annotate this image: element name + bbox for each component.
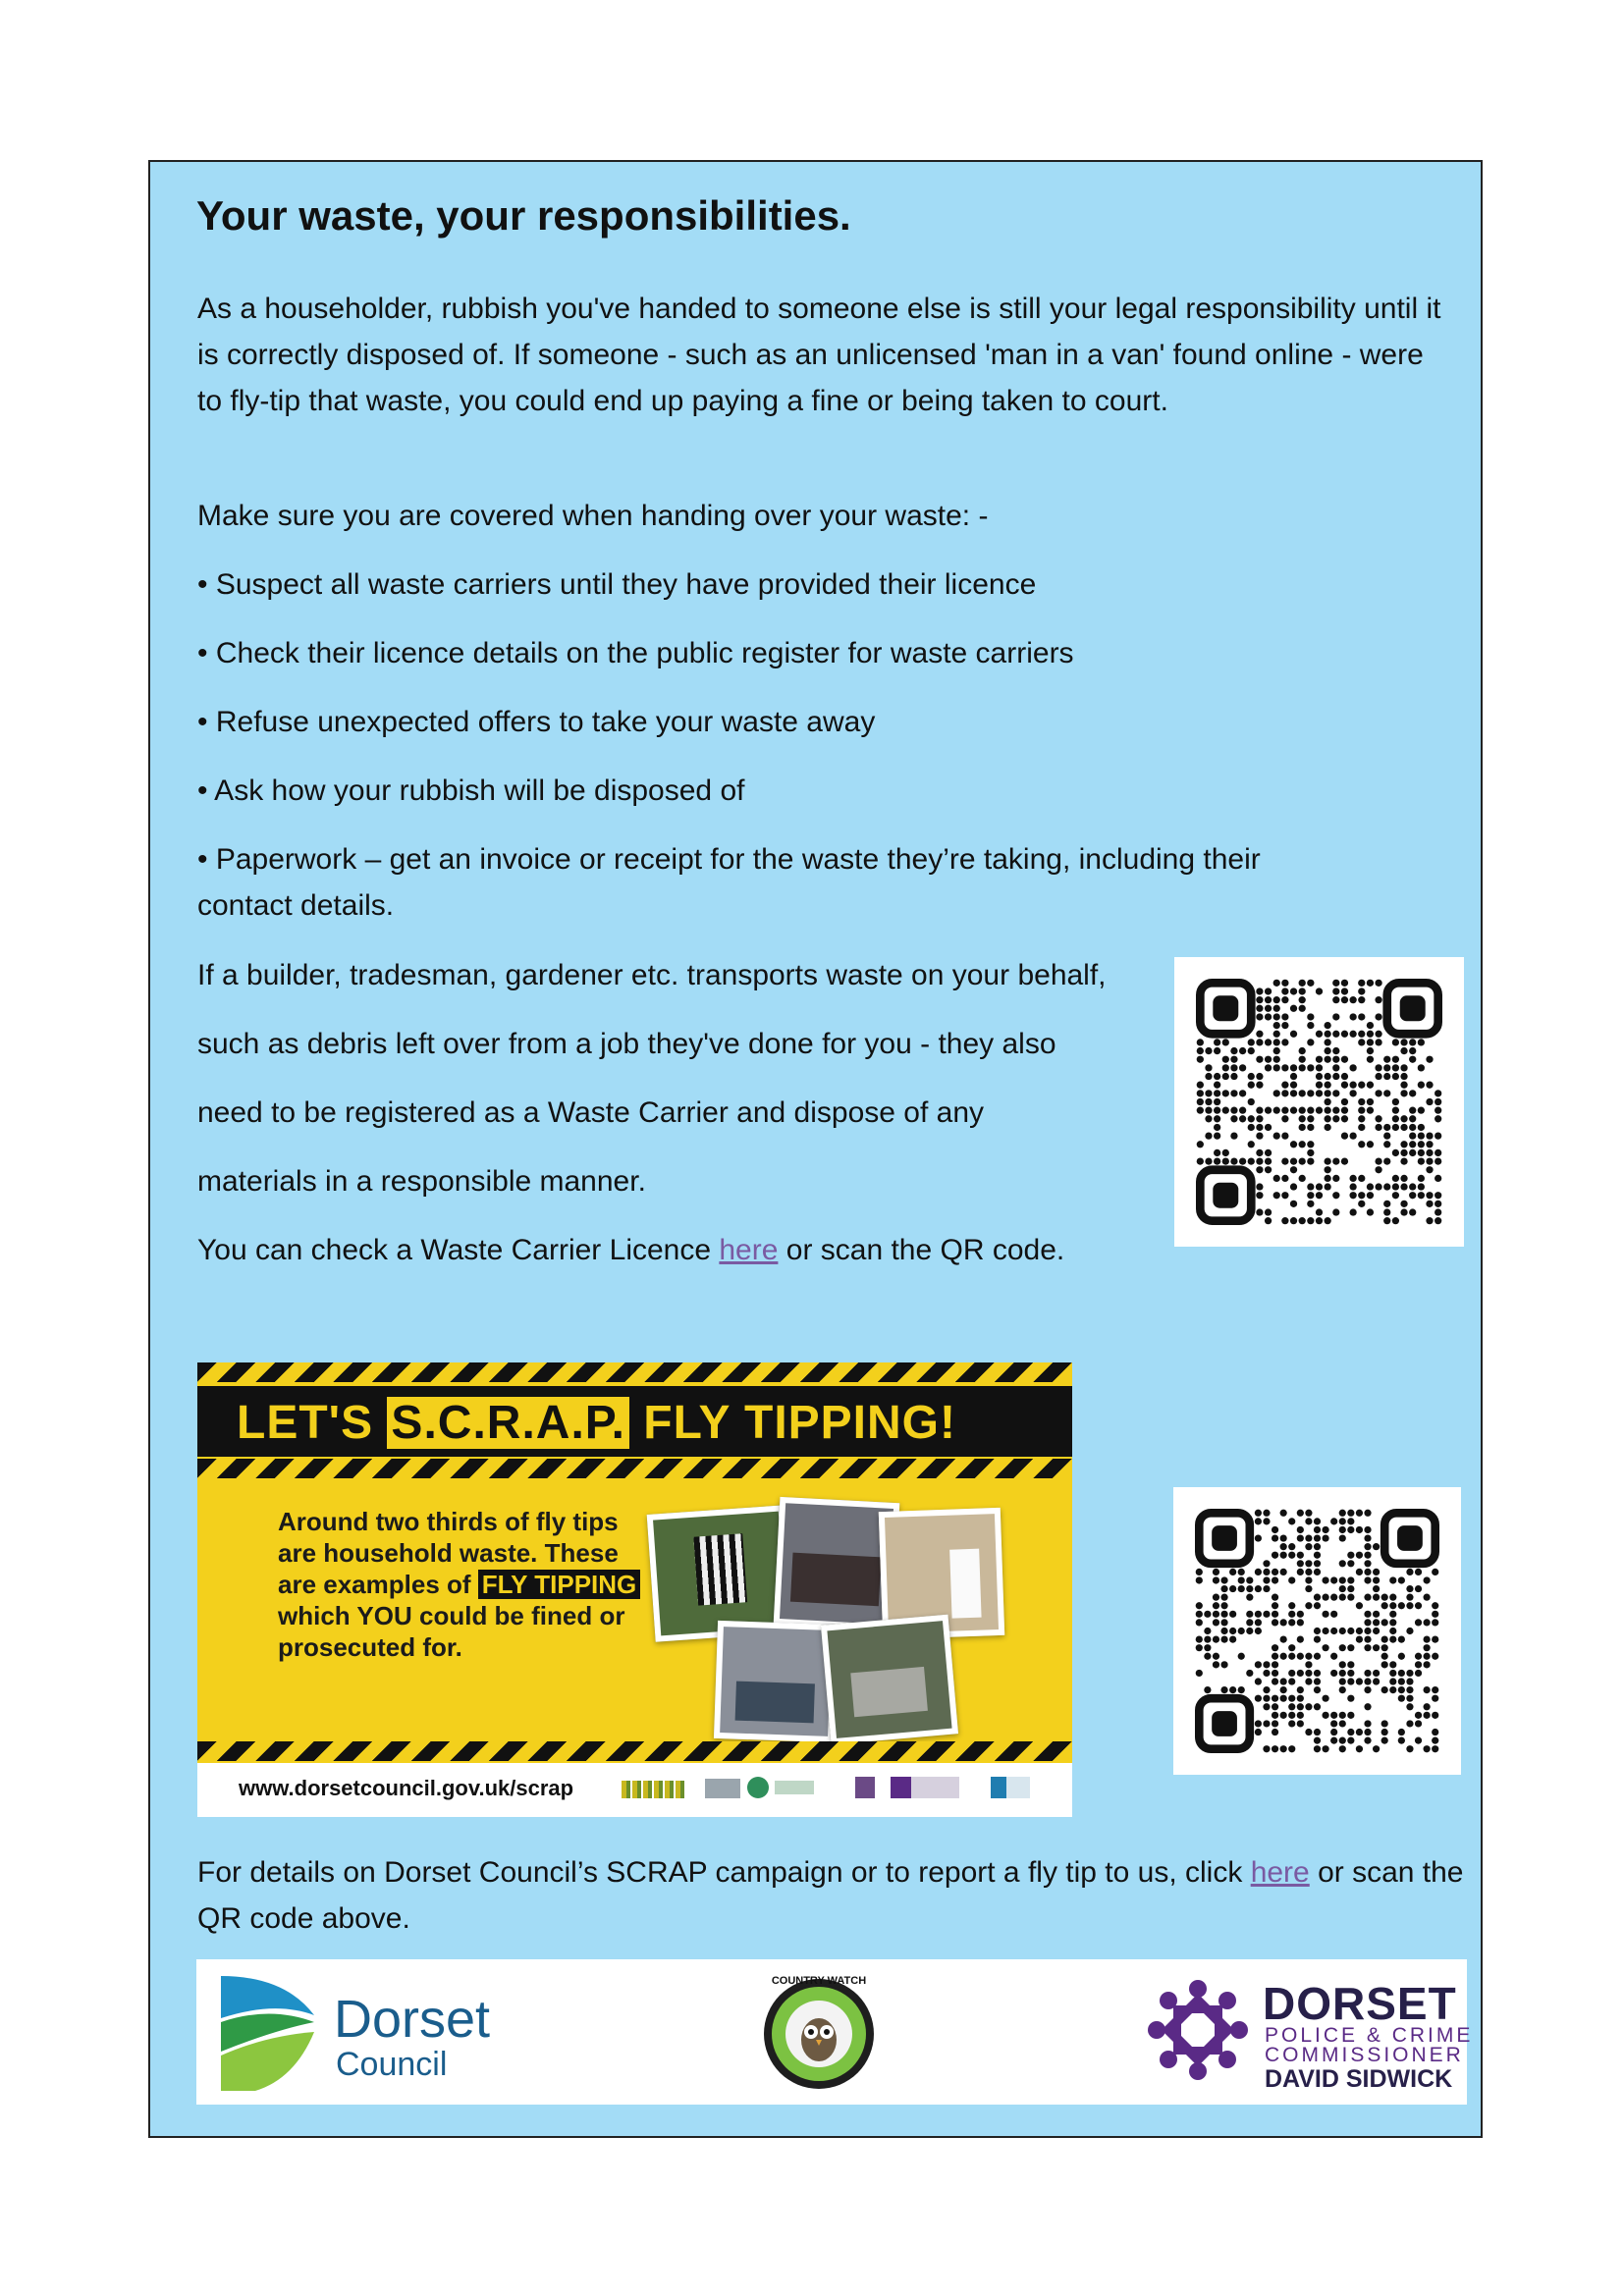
page-title: Your waste, your responsibilities. — [196, 192, 851, 239]
builder-line: If a builder, tradesman, gardener etc. transports waste on your behalf, — [197, 959, 1107, 991]
scrap-details-paragraph: For details on Dorset Council’s SCRAP campaign or to report a fly tip to us, click here or scan the QR code above. — [197, 1856, 1464, 1935]
licence-qr-code[interactable] — [1174, 957, 1464, 1247]
builder-line: need to be registered as a Waste Carrier and dispose of any — [197, 1096, 985, 1129]
pcc-logo — [1147, 1978, 1474, 2093]
dorset-council-emblem-icon — [216, 1971, 319, 2095]
dorset-council-logo — [216, 1971, 491, 2100]
builder-line: such as debris left over from a job they've done for you - they also — [197, 1028, 1056, 1060]
banner-footer — [197, 1763, 1072, 1817]
bullet-item: • Check their licence details on the public register for waste carriers — [197, 637, 1074, 669]
partner-logo — [855, 1777, 875, 1798]
dorset-council-subname: Council — [336, 2046, 448, 2083]
logo-strip — [196, 1959, 1474, 2105]
hazard-stripe — [197, 1459, 1072, 1478]
partner-logo — [775, 1781, 814, 1794]
fly-tip-photo — [714, 1621, 838, 1742]
waste-carrier-licence-link[interactable]: here — [719, 1234, 779, 1266]
partner-logo — [747, 1777, 769, 1798]
scrap-campaign-banner — [197, 1362, 1072, 1817]
builder-line: materials in a responsible manner. — [197, 1165, 646, 1198]
qr-code-icon — [1173, 1487, 1461, 1775]
bullet-item: • Ask how your rubbish will be disposed of — [197, 774, 745, 807]
banner-url: www.dorsetcouncil.gov.uk/scrap — [239, 1776, 574, 1800]
partner-logo — [991, 1777, 1030, 1798]
fly-tip-photo — [821, 1615, 958, 1745]
bullet-item: • Paperwork – get an invoice or receipt for the waste they’re taking, including their contact details. — [197, 843, 1261, 922]
country-watch-logo — [762, 1977, 876, 2091]
licence-check-line: You can check a Waste Carrier Licence here or scan the QR code. — [197, 1234, 1065, 1266]
scrap-campaign-link[interactable]: here — [1250, 1856, 1310, 1889]
owl-badge-icon — [762, 1977, 876, 2091]
pcc-subtitle: POLICE & CRIME — [1265, 2024, 1474, 2047]
qr-code-icon — [1174, 957, 1464, 1247]
hazard-stripe — [197, 1741, 1072, 1761]
intro-paragraph: As a householder, rubbish you've handed to someone else is still your legal responsibility until it is correctly disposed of. If someone - such as an unlicensed 'man in a van' found online - were to fly-tip that waste, you could end up paying a fine or being taken to court. — [197, 293, 1441, 417]
covered-line: Make sure you are covered when handing over your waste: - — [197, 500, 989, 532]
banner-title: LET'S S.C.R.A.P. FLY TIPPING! — [237, 1397, 956, 1449]
partner-logo — [891, 1777, 959, 1798]
pcc-subtitle: COMMISSIONER — [1265, 2044, 1464, 2066]
banner-body-text: Around two thirds of fly tips are household waste. These are examples of FLY TIPPING which YOU could be fined or prosecuted for. — [278, 1506, 651, 1663]
dorset-council-name: Dorset — [334, 1990, 491, 2049]
pcc-title: DORSET — [1263, 1978, 1457, 2029]
partner-logo — [705, 1779, 740, 1798]
hazard-stripe — [197, 1362, 1072, 1382]
bullet-item: • Suspect all waste carriers until they have provided their licence — [197, 568, 1037, 601]
country-watch-label: COUNTRY WATCH — [771, 1975, 867, 1987]
pcc-emblem-icon — [1147, 1979, 1249, 2081]
scrap-qr-code[interactable] — [1173, 1487, 1461, 1775]
partner-logo — [622, 1781, 684, 1798]
pcc-commissioner-name: DAVID SIDWICK — [1265, 2065, 1453, 2093]
bullet-item: • Refuse unexpected offers to take your waste away — [197, 706, 876, 738]
